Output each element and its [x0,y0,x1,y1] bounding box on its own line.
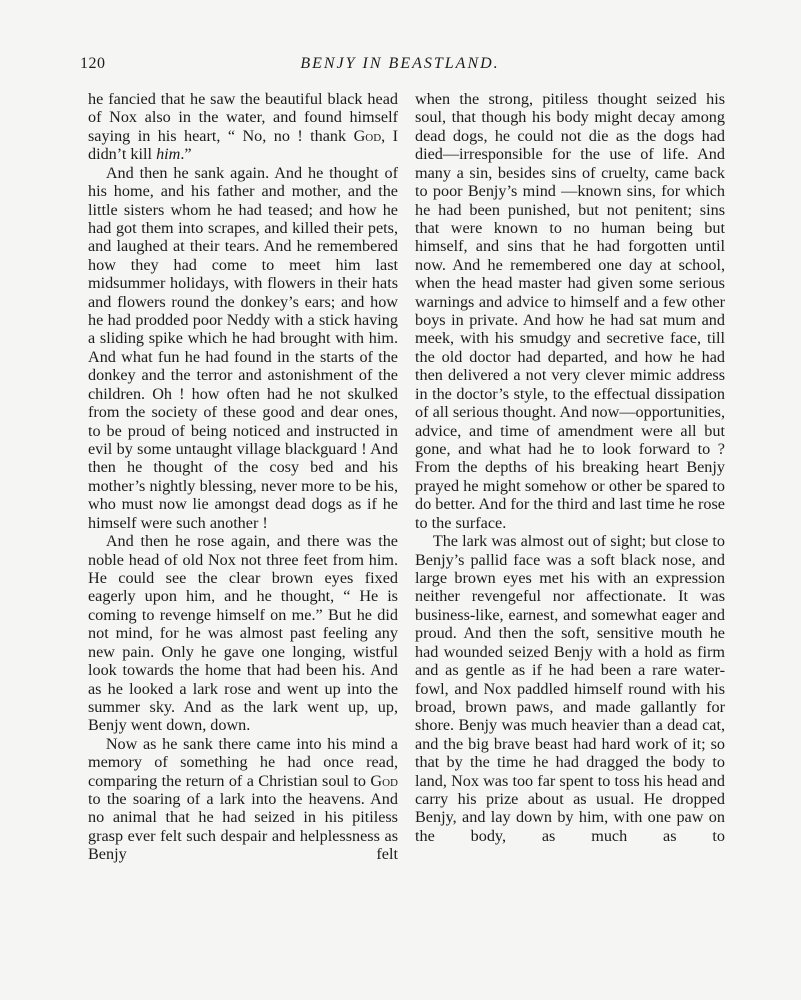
paragraph: The lark was almost out of sight; but close to Benjy’s pallid face was a soft black nose, and large brown eyes met his with an expression neither revengeful nor affectionate. It was business-like, earnest, and somewhat eager and proud. And then the soft, sensitive mouth he had wounded seized Benjy with a hold as firm and as gentle as if he had been a rare water-fowl, and Nox paddled himself round with his broad, brown paws, and made gallantly for shore. Benjy was much heavier than a dead cat, and the big brave beast had hard work of it; so that by the time he had dragged the body to land, Nox was too far spent to toss his head and carry his prize about as usual. He dropped Benjy, and lay down by him, with one paw on the body, as much as to [415,532,725,845]
paragraph: when the strong, pitiless thought seized his soul, that though his body might decay among dead dogs, he could not die as the dogs had died—irresponsible for the use of life. And many a sin, besides sins of cruelty, came back to poor Benjy’s mind —known sins, for which he had been punished, but not penitent; sins that were known to no human being but himself, and sins that he had forgotten until now. And he remembered one day at school, when the head master had given some serious warnings and advice to himself and a few other boys in private. And how he had sat mum and meek, with his smudgy and secretive face, till the old doctor had departed, and how he had then delivered a not very clever mimic address in the doctor’s style, to the effectual dissipation of all serious thought. And now—opportunities, advice, and time of amendment were all but gone, and what had he to look forward to ? From the depths of his breaking heart Benjy prayed he might somehow or other be spared to do better. And for the third and last time he rose to the surface. [415,90,725,532]
paragraph: And then he rose again, and there was the noble head of old Nox not three feet from him. He could see the clear brown eyes fixed eagerly upon him, and he thought, “ He is coming to revenge himself on me.” But he did not mind, for he was almost past feeling any new pain. Only he gave one longing, wistful look towards the home that had been his. And as he looked a lark rose and went up into the summer sky. And as the lark went up, up, Benjy went down, down. [88,532,398,735]
left-column [88,90,398,864]
paragraph: And then he sank again. And he thought of his home, and his father and mother, and the little sisters whom he had teased; and how he had got them into scrapes, and killed their pets, and laughed at their tears. And he remembered how they had come to meet him last midsummer holidays, with flowers in their hats and flowers round the donkey’s ears; and how he had prodded poor Neddy with a stick having a sliding spike which he had brought with him. And what fun he had found in the starts of the donkey and the terror and astonishment of the children. Oh ! how often had he not skulked from the society of these good and dear ones, to be proud of being noticed and instructed in evil by some untaught village blackguard ! And then he thought of the cosy bed and his mother’s nightly blessing, never more to be his, who must now lie amongst dead dogs as if he himself were such another ! [88,163,398,532]
paragraph: he fancied that he saw the beautiful black head of Nox also in the water, and found himself saying in his heart, “ No, no ! thank God, I didn’t kill him.” [88,90,399,164]
paragraph: Now as he sank there came into his mind a memory of something he had once read, comparing the return of a Christian soul to God to the soaring of a lark into the heavens. And no animal that he had seized in his pitiless grasp ever felt such despair and helplessness as Benjy felt [88,734,398,864]
running-title: BENJY IN BEASTLAND. [300,55,500,72]
page-number: 120 [80,55,106,72]
page-header [80,55,720,79]
right-column [415,90,725,845]
